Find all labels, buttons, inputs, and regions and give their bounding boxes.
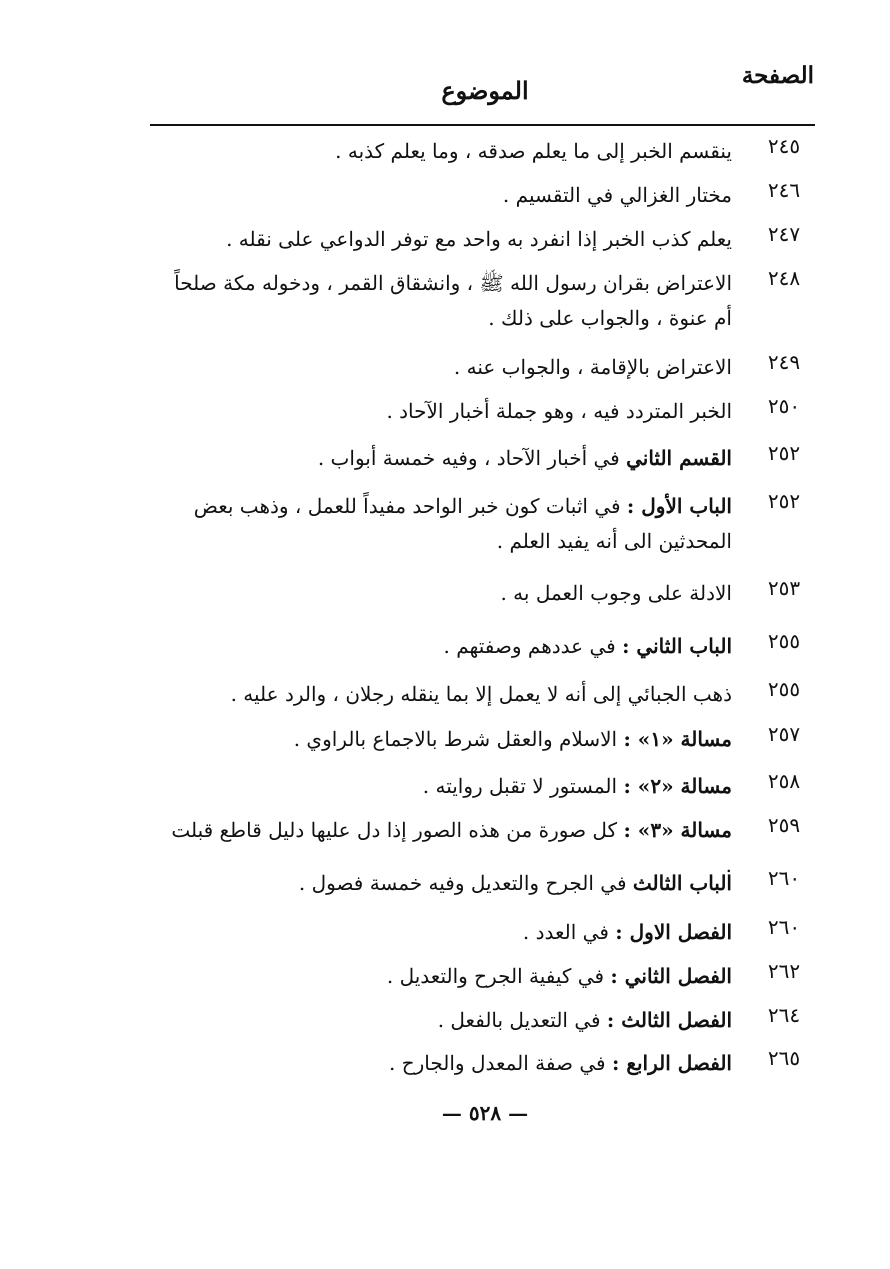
entry-text-block (160, 489, 732, 559)
entry-label: مسالة «٢» : (623, 774, 732, 798)
entry-page-number: ٢٦٤ (767, 1003, 801, 1027)
entry-text: ذهب الجبائي إلى أنه لا يعمل إلا بما ينقله رجلان ، والرد عليه . (230, 682, 732, 706)
entry-text-block (160, 1046, 732, 1081)
entry-text: الخبر المتردد فيه ، وهو جملة أخبار الآحاد . (386, 399, 732, 423)
entry-page-number: ٢٦٠ (767, 915, 801, 939)
entry-page-number: ٢٥٣ (767, 576, 801, 600)
entry-text-block (160, 1003, 732, 1038)
entry-text-block (160, 350, 732, 385)
entry-label: مسالة «١» : (623, 727, 732, 751)
entry-text: الادلة على وجوب العمل به . (500, 581, 732, 605)
entry-page-number: ٢٥٩ (767, 813, 801, 837)
entry-text-block (160, 222, 732, 257)
entry-page-number: ٢٤٥ (767, 134, 801, 158)
entry-label: الفصل الرابع : (611, 1051, 732, 1075)
entry-text: في كيفية الجرح والتعديل . (386, 964, 605, 988)
entry-text-block (160, 959, 732, 994)
entry-page-number: ٢٤٨ (767, 266, 801, 290)
entry-text: في التعديل بالفعل . (437, 1008, 601, 1032)
entry-label: الفصل الاول : (615, 920, 732, 944)
entry-label: الفصل الثالث : (606, 1008, 732, 1032)
entry-text: المستور لا تقبل روايته . (422, 774, 618, 798)
entry-label: الباب الثالث (632, 871, 732, 895)
entry-page-number: ٢٥٨ (767, 769, 801, 793)
entry-text-block (160, 722, 732, 757)
entry-page-number: ٢٥٢ (767, 441, 801, 465)
entry-text: في عددهم وصفتهم . (443, 634, 616, 658)
entry-text: الاعتراض بقران رسول الله ﷺ ، وانشقاق القمر ، ودخوله مكة صلحاً أم عنوة ، والجواب على ذلك . (174, 271, 732, 330)
entry-text-block (160, 769, 732, 804)
entry-text-block (160, 441, 732, 476)
entry-text-block (160, 677, 732, 712)
entry-text: في الجرح والتعديل وفيه خمسة فصول . (298, 871, 627, 895)
entry-page-number: ٢٦٥ (767, 1046, 801, 1070)
entry-text: ينقسم الخبر إلى ما يعلم صدقه ، وما يعلم كذبه . (335, 139, 732, 163)
entry-text: في صفة المعدل والجارح . (388, 1051, 606, 1075)
entry-page-number: ٢٤٦ (767, 178, 801, 202)
entry-text: كل صورة من هذه الصور إذا دل عليها دليل قاطع قبلت . (171, 818, 732, 877)
entry-page-number: ٢٦٢ (767, 959, 801, 983)
entry-text: مختار الغزالي في التقسيم . (502, 183, 732, 207)
entry-page-number: ٢٤٧ (767, 222, 801, 246)
page-column-header: الصفحة (741, 62, 814, 89)
entry-text-block (160, 576, 732, 611)
entry-text-block (160, 915, 732, 950)
topic-column-header: الموضوع (441, 76, 529, 105)
entry-label: القسم الثاني (626, 446, 732, 470)
entry-text-block (160, 394, 732, 429)
entry-text-block (160, 629, 732, 664)
entry-page-number: ٢٥٥ (767, 629, 801, 653)
entry-text: في أخبار الآحاد ، وفيه خمسة أبواب . (317, 446, 620, 470)
entry-page-number: ٢٥٥ (767, 677, 801, 701)
entry-text-block (160, 866, 732, 901)
page-number: — ٥٢٨ — (441, 1101, 529, 1125)
entry-page-number: ٢٦٠ (767, 866, 801, 890)
entry-text-block (160, 266, 732, 336)
entry-text: في العدد . (522, 920, 609, 944)
entry-label: مسالة «٣» : (623, 818, 732, 842)
entry-page-number: ٢٥٠ (767, 394, 801, 418)
entry-label: الباب الثاني : (622, 634, 732, 658)
entry-page-number: ٢٤٩ (767, 350, 801, 374)
entry-text: في اثبات كون خبر الواحد مفيداً للعمل ، وذهب بعض المحدثين الى أنه يفيد العلم . (193, 494, 732, 553)
entry-label: الفصل الثاني : (610, 964, 732, 988)
entry-page-number: ٢٥٢ (767, 489, 801, 513)
entry-text-block (160, 178, 732, 213)
entry-text: الاسلام والعقل شرط بالاجماع بالراوي . (293, 727, 618, 751)
entry-text: الاعتراض بالإقامة ، والجواب عنه . (453, 355, 732, 379)
entry-label: الباب الأول : (626, 494, 732, 518)
entry-page-number: ٢٥٧ (767, 722, 801, 746)
entry-text: يعلم كذب الخبر إذا انفرد به واحد مع توفر الدواعي على نقله . (226, 227, 732, 251)
entry-text-block (160, 134, 732, 169)
